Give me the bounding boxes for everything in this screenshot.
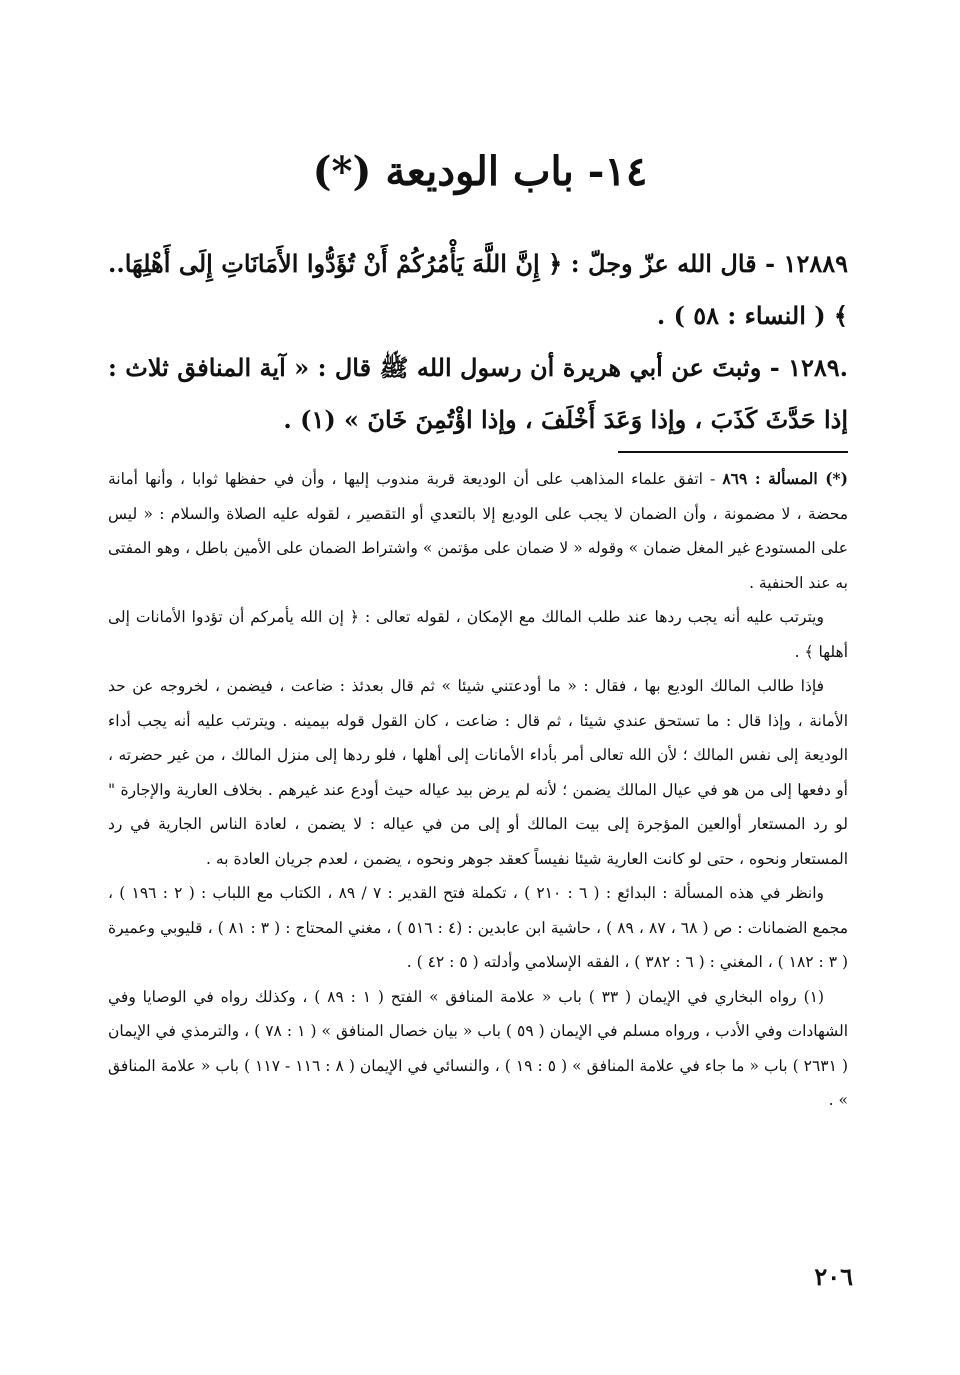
footnote-references: وانظر في هذه المسألة : البدائع : ( ٦ : ٢١٠ ) ، تكملة فتح القدير : ٧ / ٨٩ ، الكتاب مع اللباب : ( ٢ : ١٩٦ ) ، مجمع الضمانات : ص ( ٦٨ ، ٨٧ ، ٨٩ ) ، حاشية ابن عابدين : (٤ : ٥١٦ ) ، مغني المحتاج : ( ٣ : ٨١ ) ، قليوبي وعميرة ( ٣ : ١٨٢ ) ، المغني : ( ٦ : ٣٨٢ ) ، الفقه الإسلامي وأدلته ( ٥ : ٤٢ ) . xyxy=(108,884,849,971)
hadith-12889: ١٢٨٨٩ - قال الله عزّ وجلّ : ﴿ إِنَّ اللَّهَ يَأْمُرُكُمْ أَنْ تُؤَدُّوا الأَمَانَاتِ إِلَى أَهْلِهَا.. ﴾ ( النساء : ٥٨ ) . xyxy=(108,249,848,330)
footnote-star xyxy=(108,462,848,600)
footnote-separator xyxy=(618,451,848,453)
chapter-title: ١٤- باب الوديعة (*) xyxy=(312,148,648,195)
footnote-star-text: - اتفق علماء المذاهب على أن الوديعة قربة مندوب إليها ، وأن في حفظها ثوابا ، وأنها أمانة محضة ، لا مضمونة ، وأن الضمان لا يجب على الوديع إلا بالتعدي أو التقصير ، لقوله عليه الصلاة والسلام : « ليس على المستودع غير المغل ضمان » وقوله « لا ضمان على مؤتمن » واشتراط الضمان على الأمين باطل ، وهو المفتى به عند الحنفية . xyxy=(108,470,848,592)
hadith-12890: .١٢٨٩ - وثبتَ عن أبي هريرة أن رسول الله ﷺ قال : « آية المنافق ثلاث : إذا حَدَّثَ كَذَبَ ، وإذا وَعَدَ أَخْلَفَ ، وإذا اؤْتُمِنَ خَانَ » (١) . xyxy=(108,353,848,434)
footnote-paragraph: ويترتب عليه أنه يجب ردها عند طلب المالك مع الإمكان ، لقوله تعالى : ﴿ إن الله يأمركم أن تؤدوا الأمانات إلى أهلها ﴾ . xyxy=(108,608,848,661)
footnote-star-label: (*) المسألة : ٨٦٩ xyxy=(722,469,848,488)
footnote-paragraph: فإذا طالب المالك الوديع بها ، فقال : « ما أودعتني شيئا » ثم قال بعدئذ : ضاعت ، فيضمن ، لخروجه عن حد الأمانة ، وإذا قال : ما تستحق عندي شيئا ، ثم قال : ضاعت ، كان القول قوله بيمينه . ويترتب عليه أنه يجب أداء الوديعة إلى نفس المالك ؛ لأن الله تعالى أمر بأداء الأمانات إلى أهلها ، فلو ردها إلى منزل المالك ، من غير حضرته ، أو دفعها إلى من هو في عيال المالك يضمن ؛ لأنه لم يرض بيد عياله حيث أودع عند غيرهم . بخلاف العارية والإجارة " لو رد المستعار أوالعين المؤجرة إلى بيت المالك أو إلى من في عياله : لا يضمن ، لعادة الناس الجارية في رد المستعار ونحوه ، حتى لو كانت العارية شيئا نفيساً كعقد جوهر ونحوه ، يضمن ، لعدم جريان العادة به . xyxy=(108,677,848,868)
footnote-1: (١) رواه البخاري في الإيمان ( ٣٣ ) باب « علامة المنافق » الفتح ( ١ : ٨٩ ) ، وكذلك رواه في الوصايا وفي الشهادات وفي الأدب ، ورواه مسلم في الإيمان ( ٥٩ ) باب « بيان خصال المنافق » ( ١ : ٧٨ ) ، والترمذي في الإيمان ( ٢٦٣١ ) باب « ما جاء في علامة المنافق » ( ٥ : ١٩ ) ، والنسائي في الإيمان ( ٨ : ١١٦ - ١١٧ ) باب « علامة المنافق » . xyxy=(108,987,849,1109)
page-number: ٢٠٦ xyxy=(814,1262,853,1291)
footnotes xyxy=(108,462,848,1118)
